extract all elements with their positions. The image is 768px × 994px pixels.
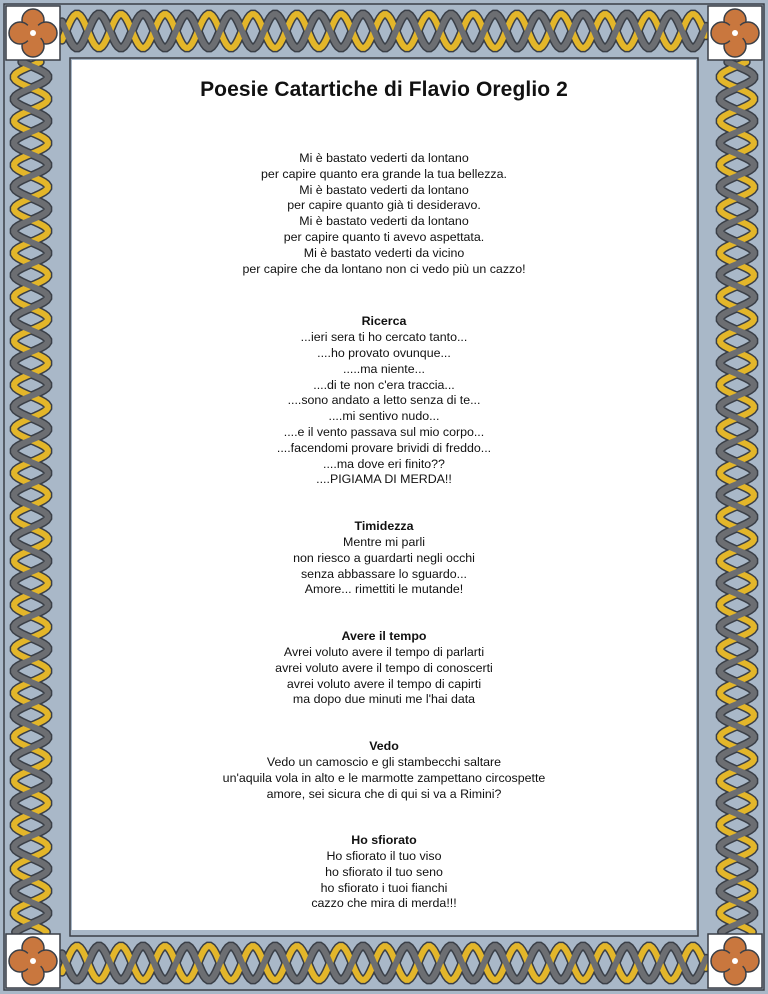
poem-line: per capire quanto era grande la tua bellezza. xyxy=(261,166,507,181)
poem-line: .....ma niente... xyxy=(343,361,425,376)
page-title: Poesie Catartiche di Flavio Oreglio 2 xyxy=(200,78,568,101)
poem-line: ho sfiorato il tuo seno xyxy=(325,864,443,879)
poem-line: Mi è bastato vederti da vicino xyxy=(303,245,465,260)
poem-line: ....sono andato a letto senza di te... xyxy=(287,393,481,408)
poem-line: Mi è bastato vederti da lontano xyxy=(299,151,469,165)
poem-line: avrei voluto avere il tempo di conoscerti xyxy=(275,660,493,675)
poem-ho-sfiorato xyxy=(72,833,696,912)
poem-ricerca xyxy=(72,314,696,488)
poem-line: per capire che da lontano non ci vedo più un cazzo! xyxy=(242,261,526,276)
poem-title: Ricerca xyxy=(361,314,407,329)
poem-line: non riesco a guardarti negli occhi xyxy=(293,550,475,565)
poem-line: Avrei voluto avere il tempo di parlarti xyxy=(283,644,485,659)
poem-line: ma dopo due minuti me l'hai data xyxy=(292,692,476,707)
poem-title: Ho sfiorato xyxy=(351,833,417,848)
poem-line: cazzo che mira di merda!!! xyxy=(311,896,457,911)
poem-line: ....PIGIAMA DI MERDA!! xyxy=(316,472,452,487)
poem-line: Mentre mi parli xyxy=(343,534,425,549)
poem-line: Amore... rimettiti le mutande! xyxy=(304,582,464,597)
poem-line: Mi è bastato vederti da lontano xyxy=(299,214,469,229)
poem-timidezza xyxy=(72,519,696,598)
poem-line: Vedo un camoscio e gli stambecchi saltare xyxy=(266,754,502,769)
poem-1 xyxy=(72,151,696,277)
poem-line: amore, sei sicura che di qui si va a Rimini? xyxy=(266,786,502,801)
poem-line: ....ho provato ovunque... xyxy=(317,345,451,360)
poem-line: ....e il vento passava sul mio corpo... xyxy=(283,424,485,439)
poem-line: ....facendomi provare brividi di freddo... xyxy=(276,440,492,455)
poem-line: ....ma dove eri finito?? xyxy=(323,456,445,471)
poem-line: ....di te non c'era traccia... xyxy=(313,377,455,392)
poem-line: per capire quanto ti avevo aspettata. xyxy=(283,229,485,244)
poem-title: Avere il tempo xyxy=(341,629,427,644)
poem-line: ho sfiorato i tuoi fianchi xyxy=(320,880,448,895)
poem-line: avrei voluto avere il tempo di capirti xyxy=(286,676,482,691)
poem-line: ....mi sentivo nudo... xyxy=(328,409,440,424)
poem-line: un'aquila vola in alto e le marmotte zampettano circospette xyxy=(222,770,546,785)
poem-vedo xyxy=(72,739,696,802)
poem-line: ...ieri sera ti ho cercato tanto... xyxy=(300,330,468,345)
poem-line: senza abbassare lo sguardo... xyxy=(300,566,467,581)
poem-line: per capire quanto già ti desideravo. xyxy=(287,198,481,213)
poem-title: Timidezza xyxy=(354,519,414,534)
poem-avere-il-tempo xyxy=(72,629,696,708)
poem-title: Vedo xyxy=(369,739,399,754)
poem-line: Mi è bastato vederti da lontano xyxy=(299,182,469,197)
poem-line: Ho sfiorato il tuo viso xyxy=(326,849,442,864)
document-content xyxy=(72,60,696,930)
